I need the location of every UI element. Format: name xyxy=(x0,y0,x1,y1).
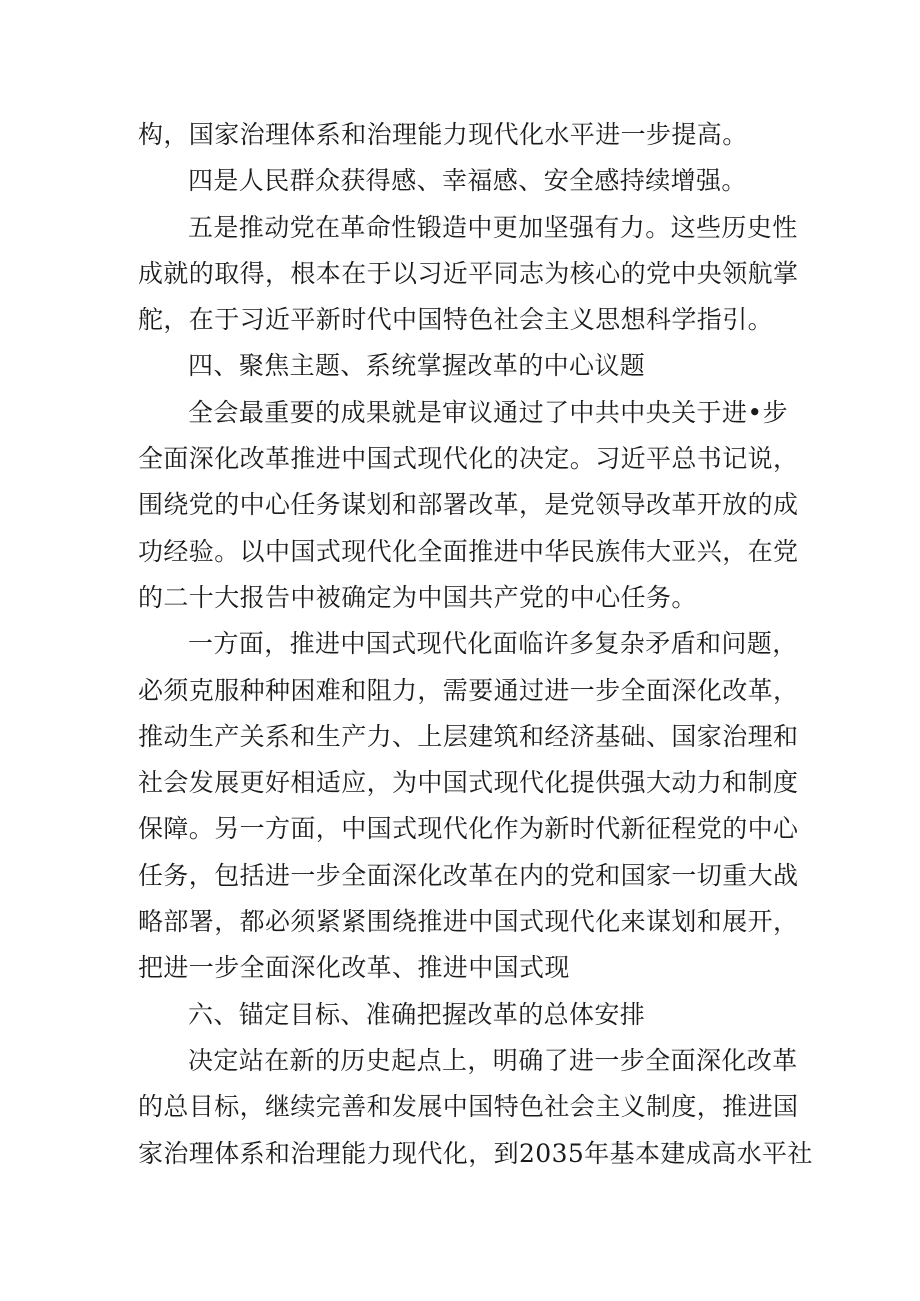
text-line: 略部署，都必须紧紧围绕推进中国式现代化来谋划和展开， xyxy=(138,907,799,937)
body-text xyxy=(138,112,813,1177)
text-line: 成就的取得，根本在于以习近平同志为核心的党中央领航掌 xyxy=(138,258,799,288)
text-line: 社会发展更好相适应，为中国式现代化提供强大动力和制度 xyxy=(138,768,799,798)
text-line: 构，国家治理体系和治理能力现代化水平进一步提高。 xyxy=(138,120,748,149)
text-line: 保障。另一方面，中国式现代化作为新时代新征程党的中心 xyxy=(138,814,799,844)
text-line: 全会最重要的成果就是审议通过了中共中央关于进•步 xyxy=(188,397,788,427)
text-line: 的总目标，继续完善和发展中国特色社会主义制度，推进国 xyxy=(138,1092,799,1122)
text-line: 必须克服种种困难和阻力，需要通过进一步全面深化改革， xyxy=(138,675,799,705)
text-line: 围绕党的中心任务谋划和部署改革，是党领导改革开放的成 xyxy=(138,490,799,520)
text-line: 一方面，推进中国式现代化面临许多复杂矛盾和问题， xyxy=(188,629,798,659)
text-line: 任务，包括进一步全面深化改革在内的党和国家一切重大战 xyxy=(138,860,799,890)
text-line: 的二十大报告中被确定为中国共产党的中心任务。 xyxy=(138,582,697,612)
text-line: 四是人民群众获得感、幸福感、安全感持续增强。 xyxy=(188,166,747,196)
text-line: 六、锚定目标、准确把握改革的总体安排 xyxy=(188,999,646,1029)
text-line: 家治理体系和治理能力现代化，到2035年基本建成高水平社 xyxy=(138,1138,813,1168)
text-line: 全面深化改革推进中国式现代化的决定。习近平总书记说， xyxy=(138,444,799,474)
text-line: 把进一步全面深化改革、推进中国式现 xyxy=(138,953,570,983)
text-line: 功经验。以中国式现代化全面推进中华民族伟大亚兴，在党 xyxy=(138,536,799,566)
text-line: 五是推动党在革命性锻造中更加坚强有力。这些历史性 xyxy=(188,212,798,242)
text-line: 推动生产关系和生产力、上层建筑和经济基础、国家治理和 xyxy=(138,721,799,751)
text-line: 决定站在新的历史起点上，明确了进一步全面深化改革 xyxy=(188,1045,798,1075)
text-line: 舵，在于习近平新时代中国特色社会主义思想科学指引。 xyxy=(138,305,774,335)
text-line: 四、聚焦主题、系统掌握改革的中心议题 xyxy=(188,351,646,381)
